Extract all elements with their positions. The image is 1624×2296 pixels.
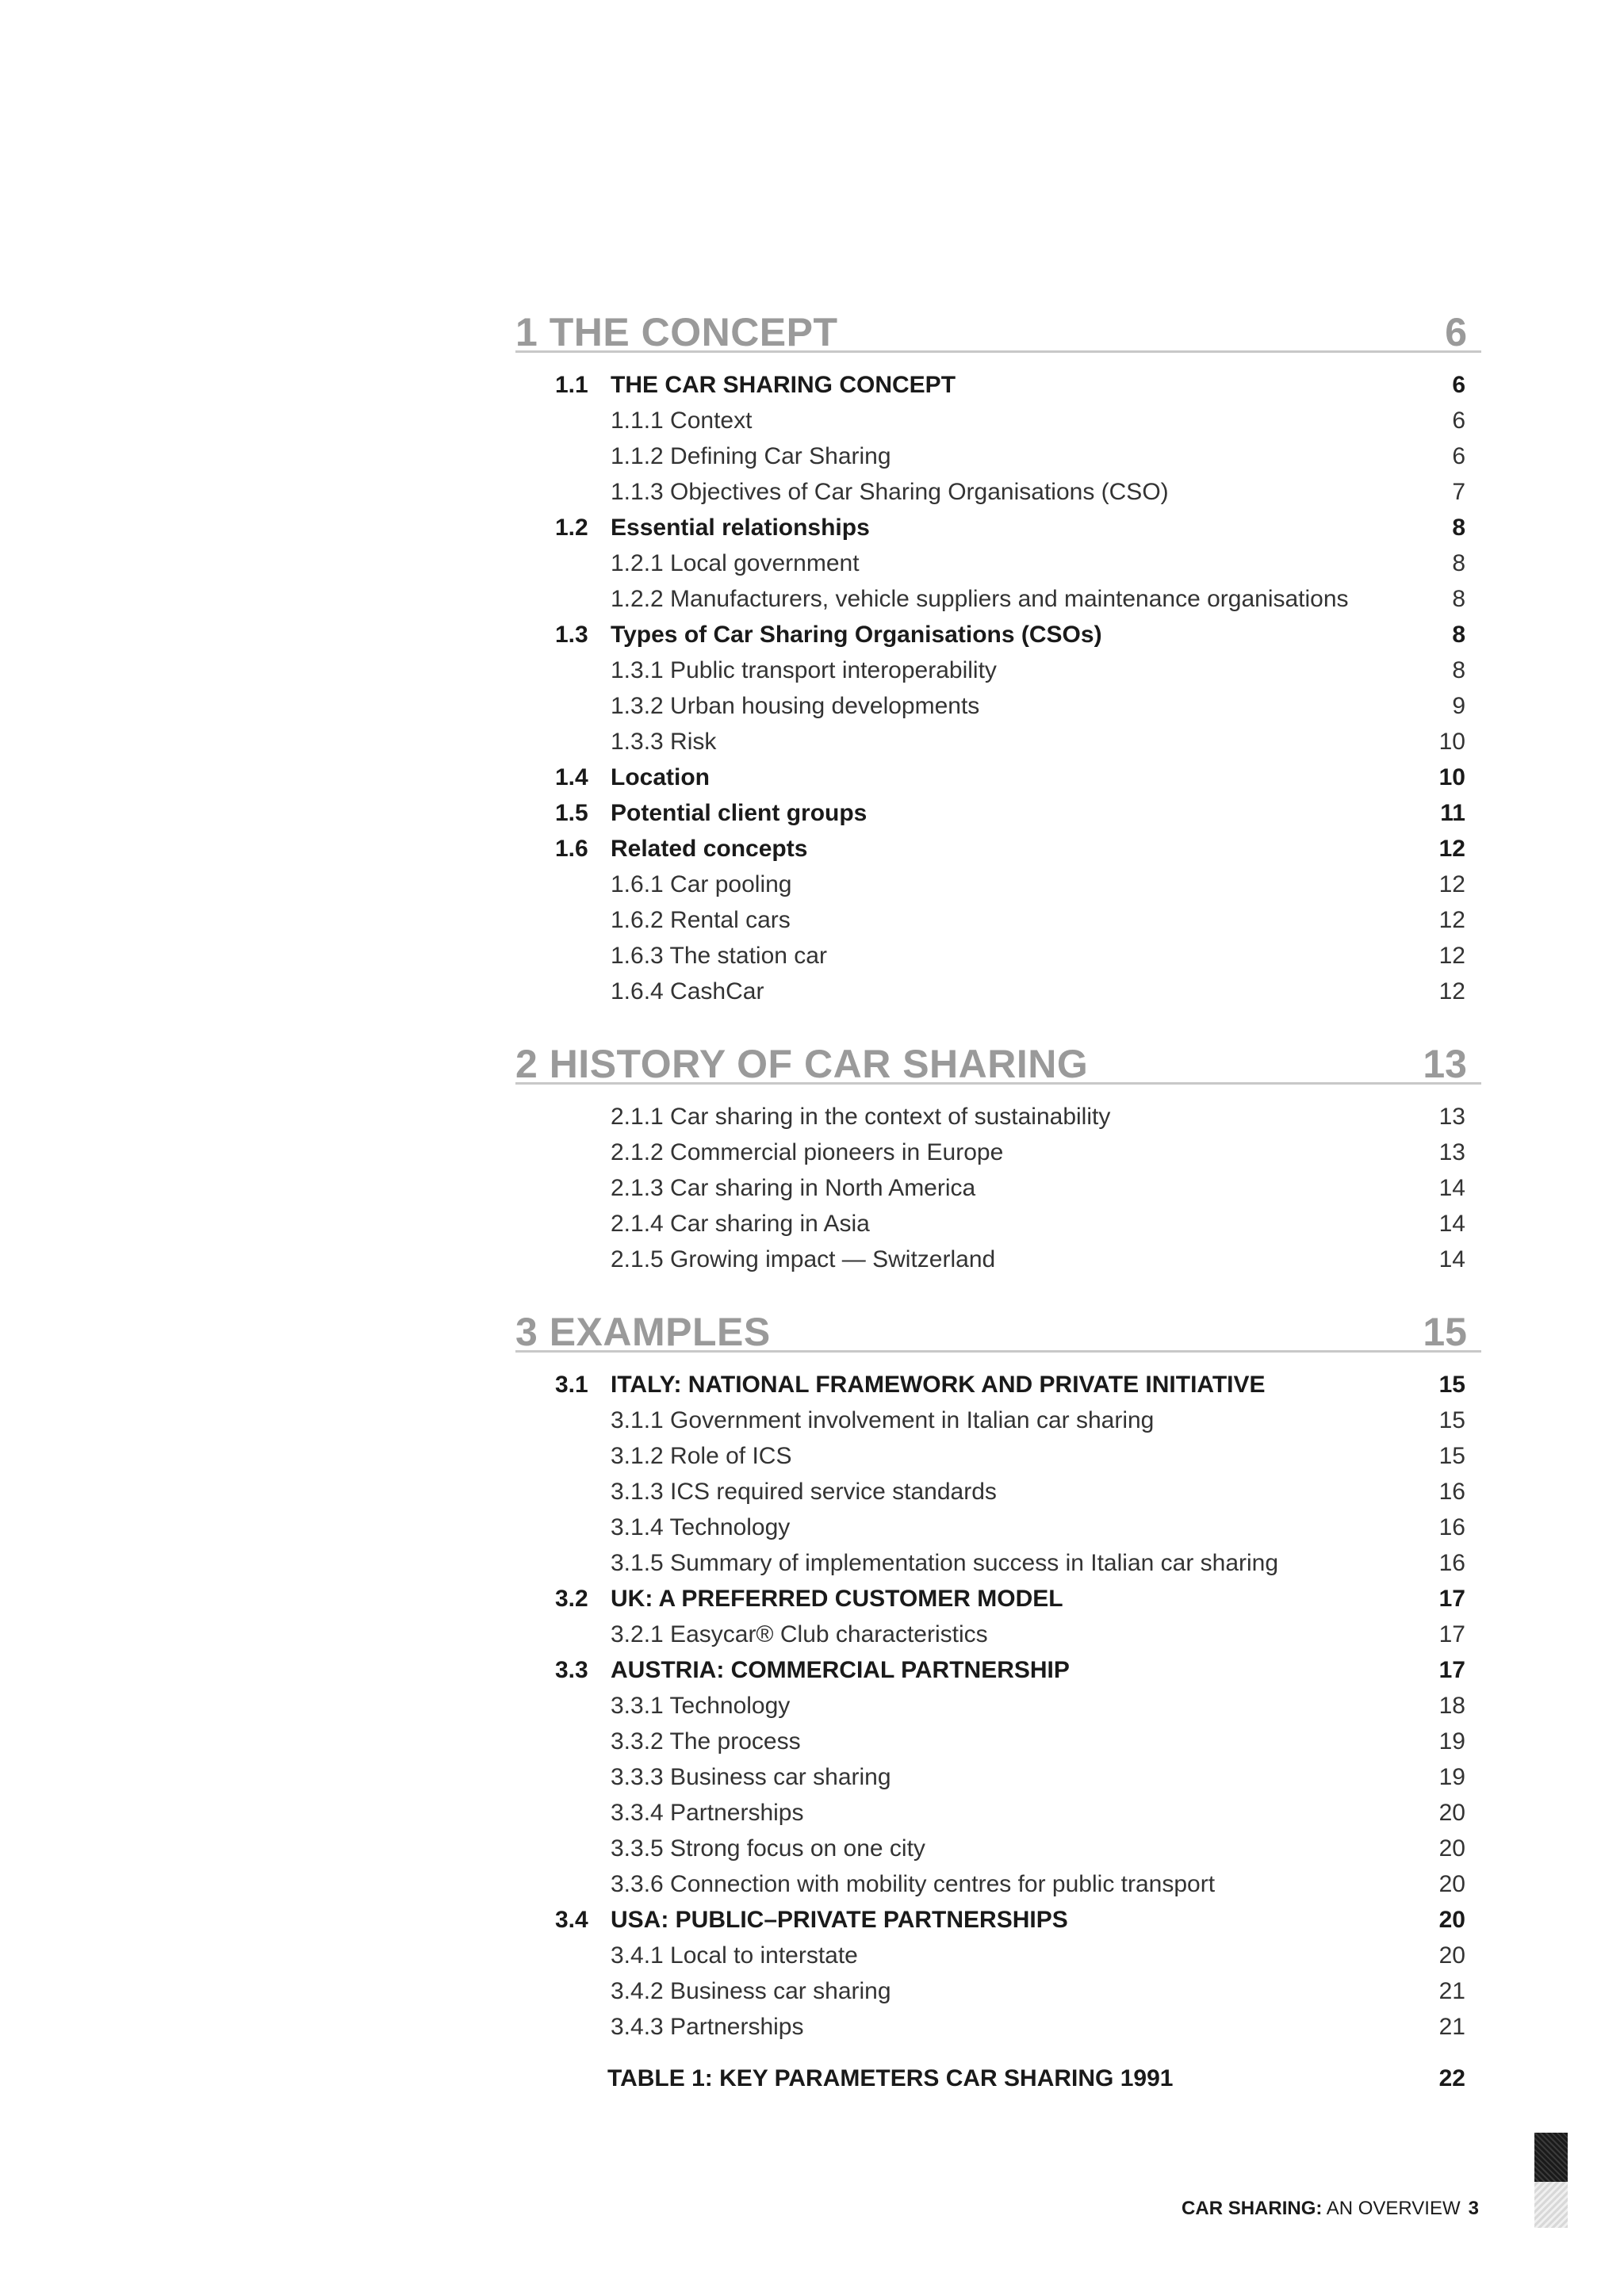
toc-section-entry[interactable] (515, 795, 1481, 831)
entry-label: UK: A PREFERRED CUSTOMER MODEL (611, 1586, 1063, 1612)
entry-page-number: 21 (1438, 2014, 1465, 2040)
toc-subsection-entry[interactable] (515, 1938, 1481, 1973)
entry-page-number: 10 (1438, 729, 1465, 755)
toc-subsection-entry[interactable] (515, 474, 1481, 510)
toc-subsection-entry[interactable] (515, 1206, 1481, 1242)
toc-subsection-entry[interactable] (515, 1510, 1481, 1545)
toc-section-entry[interactable] (515, 367, 1481, 403)
chapter-heading[interactable] (515, 1033, 1481, 1085)
entry-label: 1.1.2 Defining Car Sharing (611, 443, 891, 469)
entry-page-number: 16 (1438, 1479, 1465, 1505)
footer-subtitle: AN OVERVIEW (1322, 2198, 1461, 2219)
toc-subsection-entry[interactable] (515, 938, 1481, 974)
entry-page-number: 16 (1438, 1550, 1465, 1576)
entry-label: 1.6.3 The station car (611, 943, 827, 969)
entry-label: 2.1.2 Commercial pioneers in Europe (611, 1139, 1004, 1165)
entry-label: 1.2.2 Manufacturers, vehicle suppliers and maintenance organisations (611, 586, 1349, 612)
toc-subsection-entry[interactable] (515, 1242, 1481, 1277)
entry-label: 3.4.2 Business car sharing (611, 1978, 891, 2004)
entry-label: 1.2.1 Local government (611, 550, 860, 576)
table-of-contents (515, 301, 1481, 2096)
toc-section-entry[interactable] (515, 831, 1481, 867)
entry-page-number: 15 (1438, 1407, 1465, 1433)
section-number: 3.4 (555, 1907, 588, 1933)
toc-section-entry[interactable] (515, 510, 1481, 545)
toc-subsection-entry[interactable] (515, 724, 1481, 760)
entry-label: 3.4.3 Partnerships (611, 2014, 804, 2040)
toc-subsection-entry[interactable] (515, 581, 1481, 617)
entry-page-number: 12 (1438, 871, 1465, 897)
toc-section-entry[interactable] (515, 1581, 1481, 1617)
chapter-gap (515, 1277, 1481, 1301)
toc-section-entry[interactable] (515, 760, 1481, 795)
section-number: 3.1 (555, 1372, 588, 1398)
entry-page-number: 8 (1452, 586, 1465, 612)
toc-subsection-entry[interactable] (515, 1402, 1481, 1438)
entry-page-number: 12 (1438, 943, 1465, 969)
toc-subsection-entry[interactable] (515, 438, 1481, 474)
footer-page-number: 3 (1468, 2198, 1479, 2219)
toc-subsection-entry[interactable] (515, 867, 1481, 902)
toc-subsection-entry[interactable] (515, 902, 1481, 938)
table-entry-label: TABLE 1: KEY PARAMETERS CAR SHARING 1991 (607, 2065, 1174, 2091)
chapter-title: 3 EXAMPLES (515, 1310, 771, 1354)
entry-label: 3.1.4 Technology (611, 1514, 791, 1540)
chapter-page-number: 13 (1423, 1042, 1467, 1086)
entry-page-number: 14 (1438, 1211, 1465, 1237)
entry-label: 2.1.1 Car sharing in the context of sustainability (611, 1104, 1111, 1130)
entry-label: AUSTRIA: COMMERCIAL PARTNERSHIP (611, 1657, 1070, 1683)
section-number: 3.3 (555, 1657, 588, 1683)
chapter-title: 2 HISTORY OF CAR SHARING (515, 1042, 1089, 1086)
section-number: 1.3 (555, 622, 588, 648)
toc-section-entry[interactable] (515, 1902, 1481, 1938)
entry-label: 1.1.1 Context (611, 408, 753, 434)
toc-subsection-entry[interactable] (515, 1135, 1481, 1170)
toc-subsection-entry[interactable] (515, 545, 1481, 581)
entry-label: 3.3.1 Technology (611, 1693, 791, 1719)
toc-subsection-entry[interactable] (515, 1474, 1481, 1510)
footer-title: CAR SHARING: (1182, 2198, 1323, 2219)
entry-label: 2.1.4 Car sharing in Asia (611, 1211, 870, 1237)
entry-page-number: 6 (1452, 408, 1465, 434)
entry-page-number: 20 (1438, 1835, 1465, 1862)
entry-page-number: 8 (1452, 657, 1465, 683)
entry-page-number: 14 (1438, 1246, 1465, 1272)
entry-page-number: 10 (1438, 764, 1465, 790)
entry-page-number: 12 (1438, 907, 1465, 933)
entry-page-number: 14 (1438, 1175, 1465, 1201)
chapter-gap (515, 1009, 1481, 1033)
entry-page-number: 17 (1438, 1621, 1465, 1647)
toc-subsection-entry[interactable] (515, 652, 1481, 688)
entry-page-number: 19 (1438, 1764, 1465, 1790)
section-number: 1.2 (555, 515, 588, 541)
entry-page-number: 8 (1452, 515, 1465, 541)
entry-label: 1.6.4 CashCar (611, 978, 764, 1004)
toc-subsection-entry[interactable] (515, 1099, 1481, 1135)
entry-label: 1.3.1 Public transport interoperability (611, 657, 997, 683)
entry-label: 3.3.6 Connection with mobility centres for public transport (611, 1871, 1216, 1897)
entry-label: 1.3.3 Risk (611, 729, 717, 755)
section-number: 1.4 (555, 764, 588, 790)
corner-texture-dark (1534, 2133, 1568, 2182)
entry-label: 2.1.5 Growing impact — Switzerland (611, 1246, 996, 1272)
entry-page-number: 20 (1438, 1907, 1465, 1933)
entry-label: 1.6.1 Car pooling (611, 871, 792, 897)
chapter-heading[interactable] (515, 301, 1481, 353)
entry-page-number: 7 (1452, 479, 1465, 505)
entry-label: 1.3.2 Urban housing developments (611, 693, 980, 719)
entry-page-number: 8 (1452, 550, 1465, 576)
chapter-page-number: 15 (1423, 1310, 1467, 1354)
toc-subsection-entry[interactable] (515, 1438, 1481, 1474)
toc-subsection-entry[interactable] (515, 974, 1481, 1009)
toc-subsection-entry[interactable] (515, 1688, 1481, 1724)
entry-label: 3.1.1 Government involvement in Italian car sharing (611, 1407, 1155, 1433)
entry-page-number: 9 (1452, 693, 1465, 719)
entry-page-number: 13 (1438, 1104, 1465, 1130)
toc-section-entry[interactable] (515, 1367, 1481, 1402)
toc-subsection-entry[interactable] (515, 1759, 1481, 1795)
entry-page-number: 16 (1438, 1514, 1465, 1540)
entry-label: 3.3.2 The process (611, 1728, 801, 1755)
entry-page-number: 20 (1438, 1942, 1465, 1969)
entry-page-number: 15 (1438, 1443, 1465, 1469)
entry-page-number: 18 (1438, 1693, 1465, 1719)
chapter-heading[interactable] (515, 1301, 1481, 1353)
entry-label: 3.3.3 Business car sharing (611, 1764, 891, 1790)
entry-label: Types of Car Sharing Organisations (CSOs) (611, 622, 1102, 648)
entry-label: 3.1.2 Role of ICS (611, 1443, 792, 1469)
entry-page-number: 19 (1438, 1728, 1465, 1755)
chapter-page-number: 6 (1445, 310, 1467, 354)
entry-label: Related concepts (611, 836, 808, 862)
entry-page-number: 17 (1438, 1657, 1465, 1683)
entry-label: USA: PUBLIC–PRIVATE PARTNERSHIPS (611, 1907, 1068, 1933)
entry-label: 3.3.4 Partnerships (611, 1800, 804, 1826)
entry-label: Location (611, 764, 710, 790)
entry-page-number: 20 (1438, 1871, 1465, 1897)
entry-label: Potential client groups (611, 800, 868, 826)
entry-page-number: 12 (1438, 836, 1465, 862)
toc-subsection-entry[interactable] (515, 1866, 1481, 1902)
toc-subsection-entry[interactable] (515, 1170, 1481, 1206)
section-number: 1.6 (555, 836, 588, 862)
entry-page-number: 21 (1438, 1978, 1465, 2004)
toc-subsection-entry[interactable] (515, 1617, 1481, 1652)
entry-label: 3.1.5 Summary of implementation success in Italian car sharing (611, 1550, 1279, 1576)
entry-label: 2.1.3 Car sharing in North America (611, 1175, 976, 1201)
entry-page-number: 11 (1440, 800, 1465, 826)
entry-page-number: 12 (1438, 978, 1465, 1004)
toc-section-entry[interactable] (515, 617, 1481, 652)
entry-page-number: 6 (1452, 443, 1465, 469)
entry-label: 3.4.1 Local to interstate (611, 1942, 858, 1969)
toc-subsection-entry[interactable] (515, 1831, 1481, 1866)
toc-subsection-entry[interactable] (515, 403, 1481, 438)
entry-page-number: 13 (1438, 1139, 1465, 1165)
toc-subsection-entry[interactable] (515, 688, 1481, 724)
entry-label: 1.1.3 Objectives of Car Sharing Organisations (CSO) (611, 479, 1169, 505)
page-footer (1182, 2198, 1479, 2220)
corner-texture-light (1534, 2182, 1568, 2228)
entry-label: 1.6.2 Rental cars (611, 907, 791, 933)
entry-page-number: 15 (1438, 1372, 1465, 1398)
section-number: 3.2 (555, 1586, 588, 1612)
entry-label: THE CAR SHARING CONCEPT (611, 372, 956, 398)
entry-page-number: 17 (1438, 1586, 1465, 1612)
entry-label: 3.2.1 Easycar® Club characteristics (611, 1621, 988, 1647)
table-entry-page-number: 22 (1438, 2065, 1465, 2091)
toc-subsection-entry[interactable] (515, 1973, 1481, 2009)
entry-page-number: 8 (1452, 622, 1465, 648)
entry-label: 3.1.3 ICS required service standards (611, 1479, 997, 1505)
toc-table-entry[interactable] (515, 2061, 1481, 2096)
toc-subsection-entry[interactable] (515, 1545, 1481, 1581)
section-number: 1.1 (555, 372, 588, 398)
toc-section-entry[interactable] (515, 1652, 1481, 1688)
toc-subsection-entry[interactable] (515, 1724, 1481, 1759)
section-number: 1.5 (555, 800, 588, 826)
entry-label: Essential relationships (611, 515, 870, 541)
toc-subsection-entry[interactable] (515, 2009, 1481, 2045)
toc-subsection-entry[interactable] (515, 1795, 1481, 1831)
entry-page-number: 20 (1438, 1800, 1465, 1826)
entry-label: ITALY: NATIONAL FRAMEWORK AND PRIVATE INITIATIVE (611, 1372, 1266, 1398)
entry-label: 3.3.5 Strong focus on one city (611, 1835, 925, 1862)
entry-page-number: 6 (1452, 372, 1465, 398)
chapter-title: 1 THE CONCEPT (515, 310, 838, 354)
